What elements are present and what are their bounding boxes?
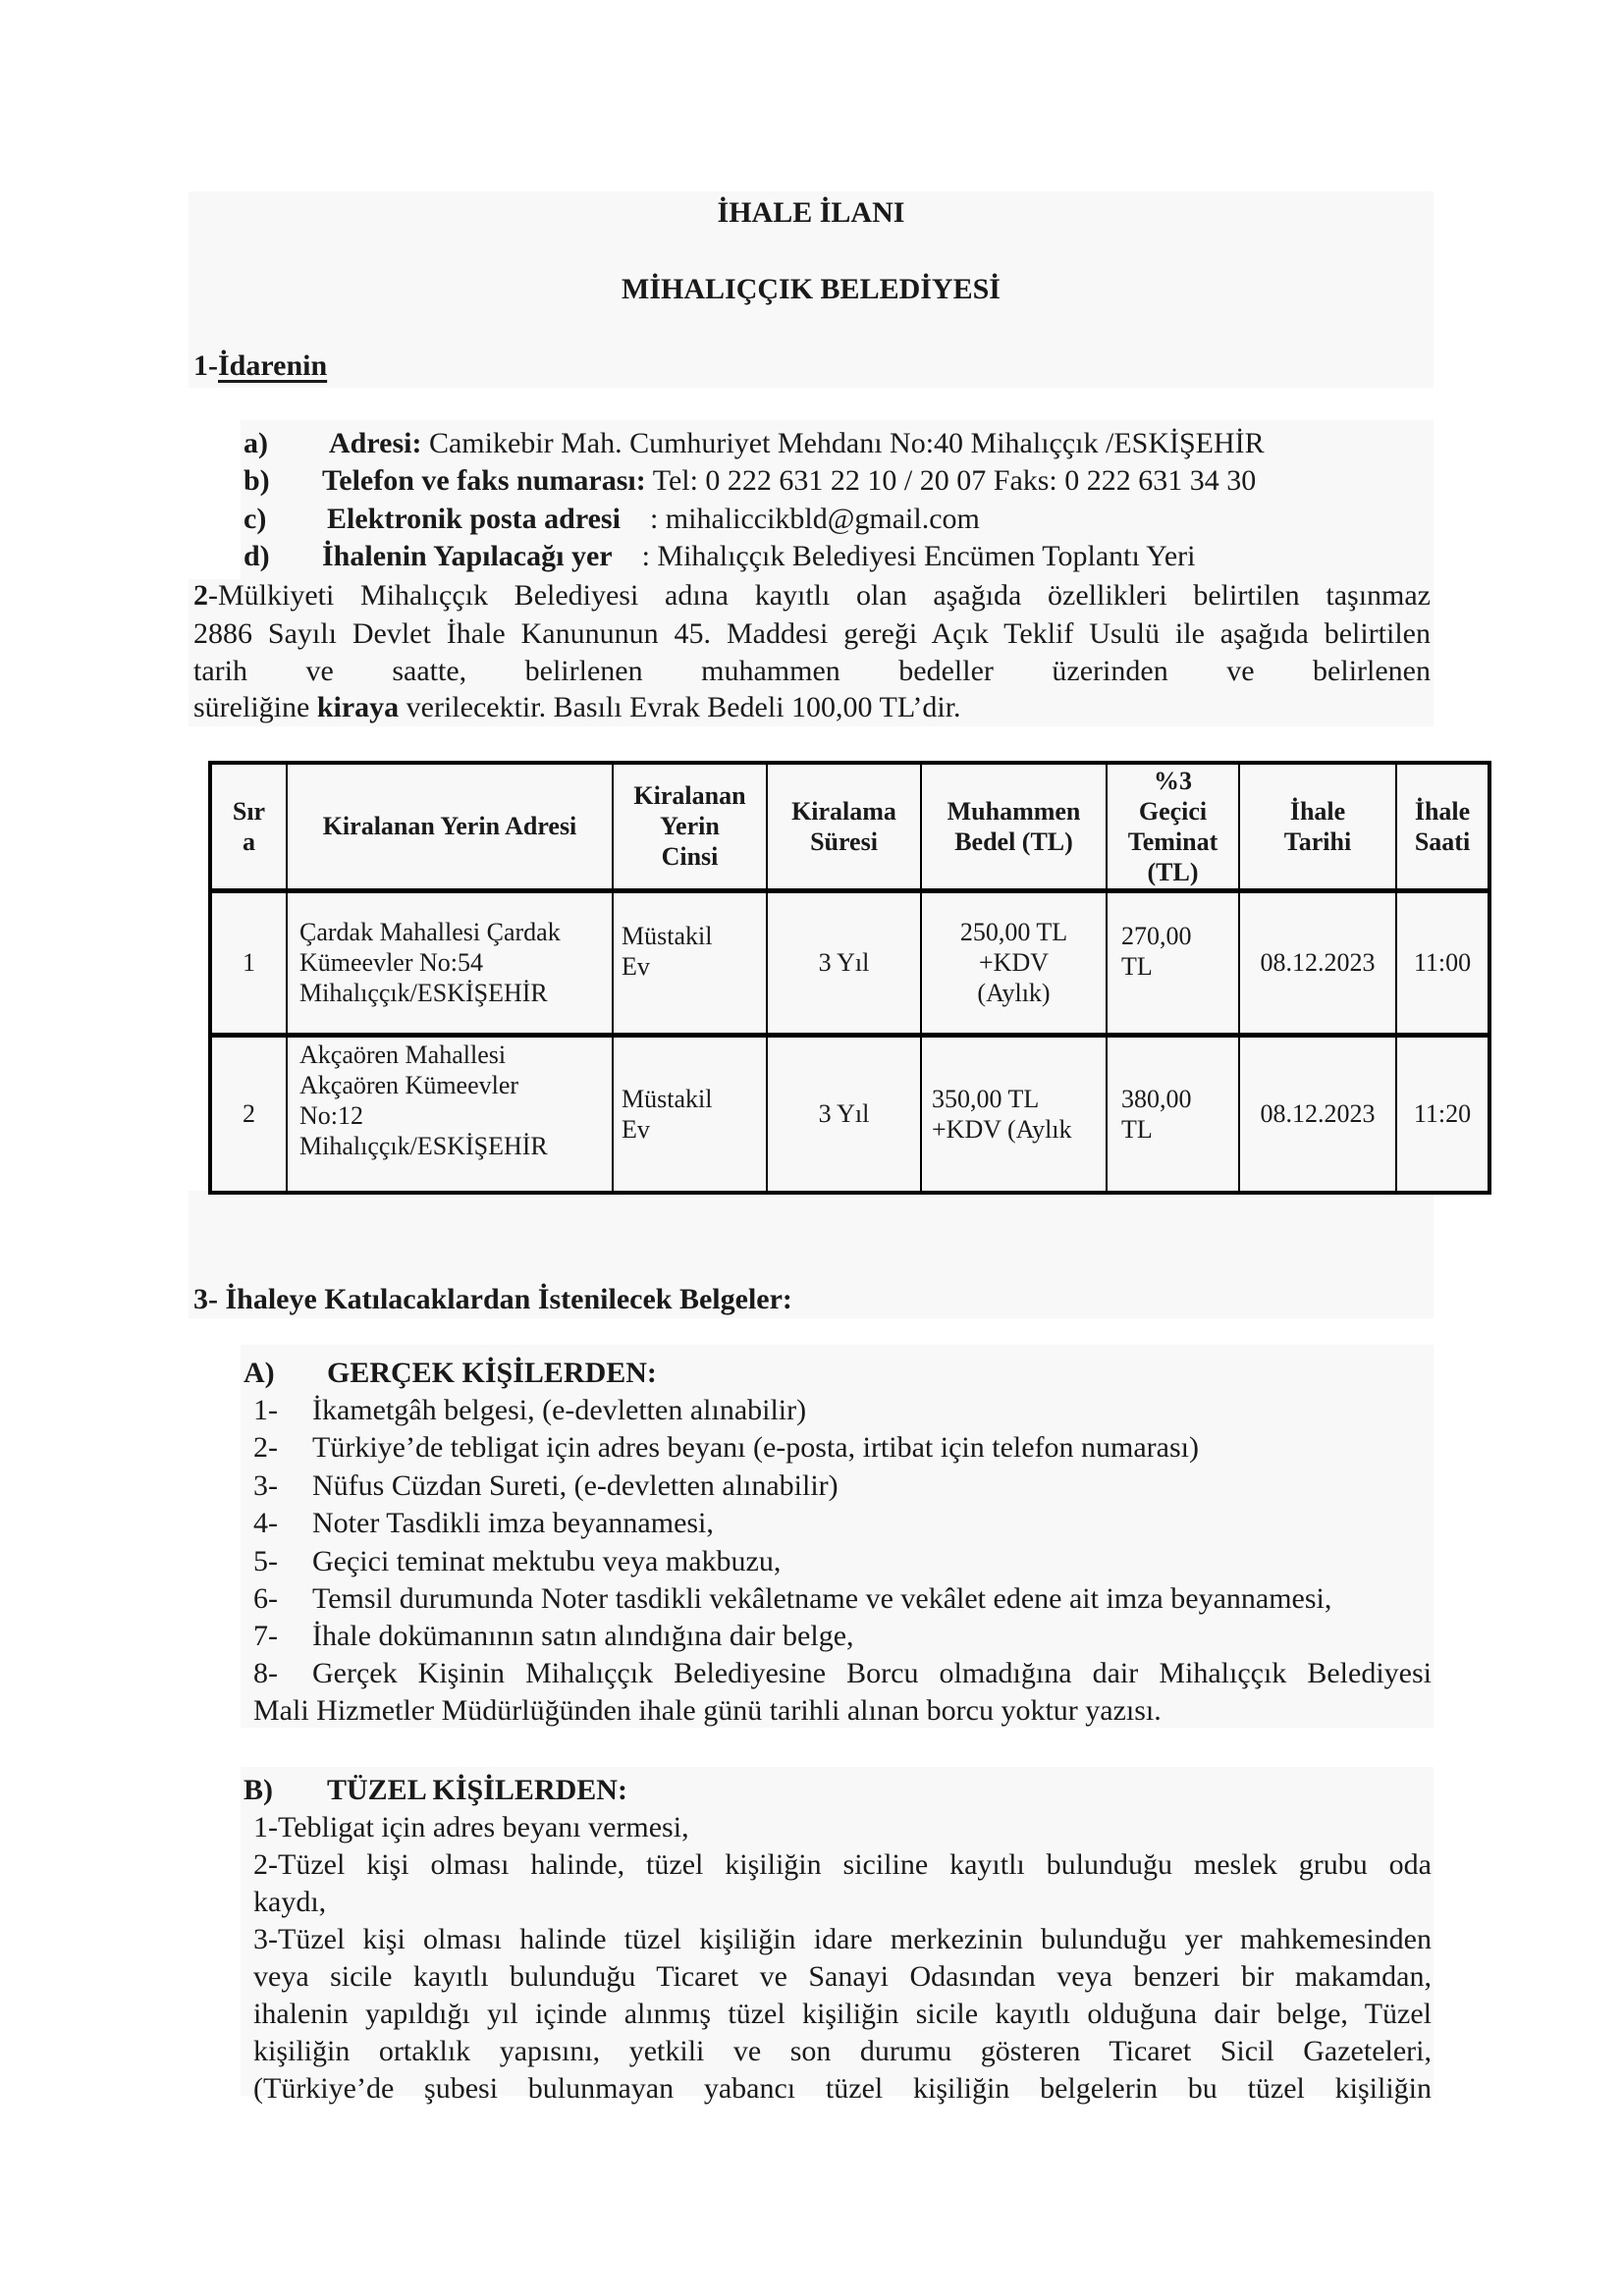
list-item: 5- Geçici teminat mektubu veya makbuzu, <box>253 1545 782 1577</box>
item-value: Camikebir Mah. Cumhuriyet Mehdanı No:40 Mihalıççık /ESKİŞEHİR <box>421 427 1265 459</box>
cell-tarih: 08.12.2023 <box>1239 890 1396 1035</box>
list-item: 8- Gerçek Kişinin Mihalıççık Belediyesine Borcu olmadığına dair Mihalıççık Belediyesi <box>253 1657 1432 1689</box>
cell-cinsi: Müstakil Ev <box>613 890 767 1035</box>
list-item-continuation: Mali Hizmetler Müdürlüğünden ihale günü tarihli alınan borcu yoktur yazısı. <box>253 1694 1162 1727</box>
table-row <box>210 890 1489 1035</box>
item-label: İhalenin Yapılacağı yer <box>322 540 613 572</box>
email-value[interactable]: : mihaliccikbld@gmail.com <box>620 503 980 535</box>
cell-adres: Çardak Mahallesi Çardak Kümeevler No:54 Mihalıççık/ESKİŞEHİR <box>287 890 613 1035</box>
item-value: : Mihalıççık Belediyesi Encümen Toplantı Yeri <box>612 540 1196 572</box>
item-marker: c) <box>244 503 267 535</box>
info-item-location <box>244 538 1196 575</box>
groupA-title: GERÇEK KİŞİLERDEN: <box>327 1357 657 1389</box>
section1-number: 1- <box>193 349 218 382</box>
header-teminat: %3 Geçici Teminat (TL) <box>1107 763 1239 890</box>
cell-teminat: 380,00 TL <box>1107 1035 1239 1193</box>
item-marker: b) <box>244 464 270 497</box>
groupB-heading <box>244 1772 627 1809</box>
cell-sure: 3 Yıl <box>767 890 921 1035</box>
item-marker: d) <box>244 540 270 572</box>
list-item: 2- Türkiye’de tebligat için adres beyanı (e-posta, irtibat için telefon numarası) <box>253 1431 1199 1464</box>
cell-cinsi: Müstakil Ev <box>613 1035 767 1193</box>
item-label: Elektronik posta adresi <box>327 503 621 535</box>
cell-bedel: 350,00 TL +KDV (Aylık <box>921 1035 1107 1193</box>
list-line: kişiliğin ortaklık yapısını, yetkili ve son durumu gösteren Ticaret Sicil Gazeteleri, <box>253 2035 1432 2067</box>
table-row <box>210 1035 1489 1193</box>
cell-sure: 3 Yıl <box>767 1035 921 1193</box>
list-line: 1-Tebligat için adres beyanı vermesi, <box>253 1811 689 1843</box>
cell-saat: 11:00 <box>1396 890 1489 1035</box>
item-value: Tel: 0 222 631 22 10 / 20 07 Faks: 0 222 631 34 30 <box>645 464 1257 497</box>
list-line: 3-Tüzel kişi olması halinde tüzel kişiliğin idare merkezinin bulunduğu yer mahkemesinden <box>253 1923 1432 1955</box>
list-line: kaydı, <box>253 1886 327 1918</box>
section1-heading <box>193 347 327 385</box>
section2-text: süreliğine <box>193 691 317 723</box>
section2-emphasis: kiraya <box>316 691 400 723</box>
tender-table <box>208 761 1491 1195</box>
header-sure: Kiralama Süresi <box>767 763 921 890</box>
info-item-email <box>244 501 980 538</box>
section2-number: 2 <box>193 579 208 612</box>
municipality-title: MİHALIÇÇIK BELEDİYESİ <box>622 273 1001 305</box>
section1-title: İdarenin <box>218 349 328 382</box>
section2-line4 <box>193 689 961 726</box>
cell-adres: Akçaören Mahallesi Akçaören Kümeevler No:12 Mihalıççık/ESKİŞEHİR <box>287 1035 613 1193</box>
list-line: (Türkiye’de şubesi bulunmayan yabancı tüzel kişiliğin belgelerin bu tüzel kişiliğin <box>253 2072 1432 2105</box>
cell-bedel: 250,00 TL +KDV (Aylık) <box>921 890 1107 1035</box>
item-label: Telefon ve faks numarası: <box>322 464 646 497</box>
section2-text: verilecektir. Basılı Evrak Bedeli 100,00 TL’dir. <box>399 691 961 723</box>
list-line: veya sicile kayıtlı bulunduğu Ticaret ve Sanayi Odasından veya benzeri bir makamdan, <box>253 1960 1432 1993</box>
groupA-marker: A) <box>244 1357 275 1389</box>
info-item-phone <box>244 462 1256 500</box>
section2-line3: tarih ve saatte, belirlenen muhammen bedeller üzerinden ve belirlenen <box>193 655 1431 687</box>
list-item: 6- Temsil durumunda Noter tasdikli vekâletname ve vekâlet edene ait imza beyannamesi, <box>253 1582 1332 1615</box>
header-bedel: Muhammen Bedel (TL) <box>921 763 1107 890</box>
item-marker: a) <box>244 427 268 459</box>
list-item: 1- İkametgâh belgesi, (e-devletten alınabilir) <box>253 1394 807 1426</box>
cell-sira: 2 <box>210 1035 287 1193</box>
section2-line1 <box>193 577 1431 614</box>
list-item: 4- Noter Tasdikli imza beyannamesi, <box>253 1507 714 1539</box>
header-tarih: İhale Tarihi <box>1239 763 1396 890</box>
section2-text: -Mülkiyeti Mihalıççık Belediyesi adına kayıtlı olan aşağıda özellikleri belirtilen taşınmaz <box>208 579 1431 612</box>
cell-saat: 11:20 <box>1396 1035 1489 1193</box>
header-cinsi: Kiralanan Yerin Cinsi <box>613 763 767 890</box>
list-line: ihalenin yapıldığı yıl içinde alınmış tüzel kişiliğin sicile kayıtlı olduğuna dair belge, Tüzel <box>253 1998 1432 2030</box>
groupB-title: TÜZEL KİŞİLERDEN: <box>327 1774 627 1806</box>
cell-teminat: 270,00 TL <box>1107 890 1239 1035</box>
groupA-heading <box>244 1355 657 1392</box>
groupB-marker: B) <box>244 1774 273 1806</box>
section3-heading: 3- İhaleye Katılacaklardan İstenilecek Belgeler: <box>193 1283 792 1315</box>
item-label: Adresi: <box>329 427 422 459</box>
list-line: 2-Tüzel kişi olması halinde, tüzel kişiliğin siciline kayıtlı bulunduğu meslek grubu oda <box>253 1848 1432 1881</box>
list-item: 7- İhale dokümanının satın alındığına dair belge, <box>253 1620 854 1652</box>
cell-sira: 1 <box>210 890 287 1035</box>
table-header-row <box>210 763 1489 890</box>
header-sira: Sır a <box>210 763 287 890</box>
cell-tarih: 08.12.2023 <box>1239 1035 1396 1193</box>
document-title: İHALE İLANI <box>717 196 905 229</box>
list-item: 3- Nüfus Cüzdan Sureti, (e-devletten alınabilir) <box>253 1469 839 1502</box>
header-adres: Kiralanan Yerin Adresi <box>287 763 613 890</box>
section2-line2: 2886 Sayılı Devlet İhale Kanununun 45. Maddesi gereği Açık Teklif Usulü ile aşağıda belirtilen <box>193 617 1431 650</box>
info-item-address <box>244 425 1265 462</box>
header-saat: İhale Saati <box>1396 763 1489 890</box>
